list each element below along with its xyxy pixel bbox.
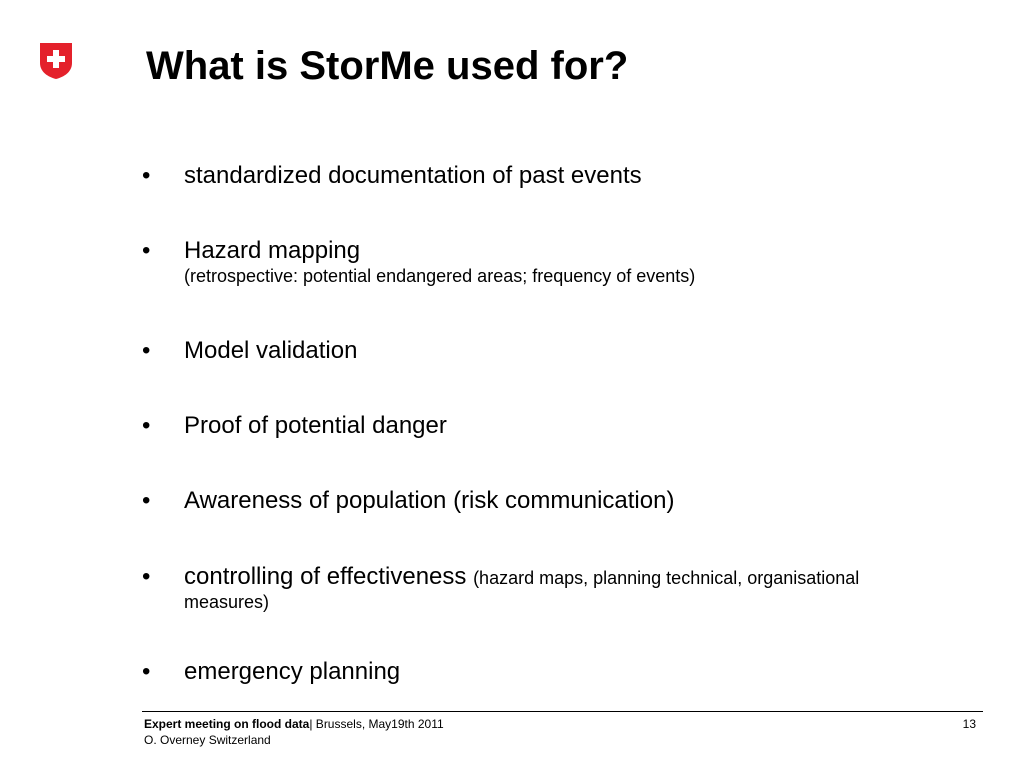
footer-divider [142, 711, 983, 712]
bullet-item [142, 162, 962, 190]
page-number: 13 [962, 717, 976, 731]
bullet-note: (hazard maps, planning technical, organisational [473, 568, 860, 588]
bullet-marker: • [142, 412, 151, 439]
bullet-marker: • [142, 658, 151, 685]
swiss-shield-icon [39, 42, 73, 80]
bullet-item [142, 658, 962, 686]
footer-event-title: Expert meeting on flood data [144, 717, 310, 731]
bullet-text [184, 563, 962, 591]
bullet-text: emergency planning [184, 658, 401, 685]
footer-event [144, 716, 444, 732]
bullet-text: Model validation [184, 337, 358, 364]
footer-author: O. Overney Switzerland [144, 733, 271, 747]
bullet-text: Proof of potential danger [184, 412, 447, 439]
bullet-text: Hazard mapping [184, 237, 361, 264]
slide-title: What is StorMe used for? [146, 44, 629, 88]
footer-event-details: | Brussels, May19th 2011 [309, 717, 444, 731]
bullet-text-main: controlling of effectiveness [184, 563, 467, 590]
bullet-text: Awareness of population (risk communication) [184, 487, 675, 514]
bullet-subtext: measures) [184, 592, 270, 612]
bullet-marker: • [142, 237, 151, 264]
bullet-item [142, 563, 962, 613]
bullet-item [142, 337, 962, 365]
bullet-marker: • [142, 162, 151, 189]
bullet-item [142, 412, 962, 440]
bullet-marker: • [142, 563, 151, 590]
bullet-subtext: (retrospective: potential endangered areas; frequency of events) [184, 266, 696, 286]
bullet-item [142, 487, 962, 515]
bullet-item [142, 237, 962, 287]
bullet-text: standardized documentation of past events [184, 162, 642, 189]
bullet-marker: • [142, 487, 151, 514]
footer [144, 716, 444, 748]
bullet-marker: • [142, 337, 151, 364]
